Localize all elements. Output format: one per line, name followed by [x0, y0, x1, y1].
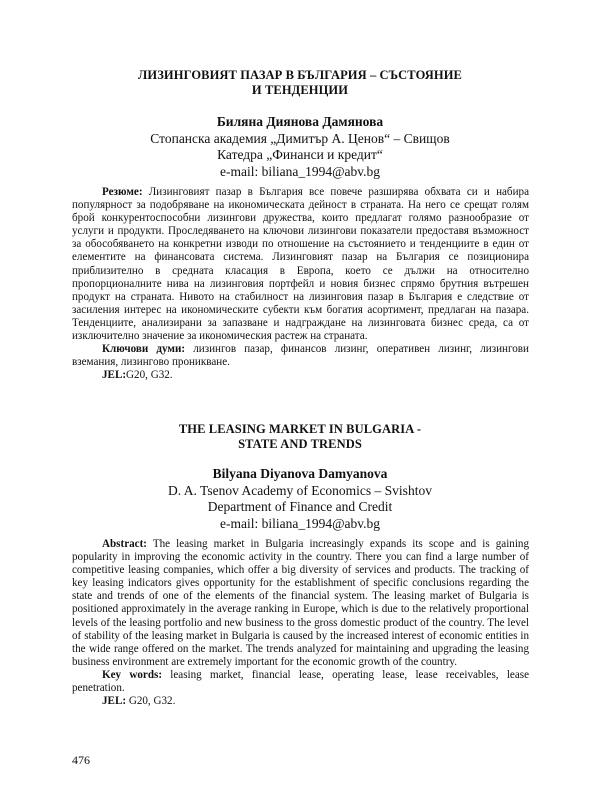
en-keywords: [72, 669, 529, 695]
bg-title: [60, 68, 540, 98]
en-author-name: Bilyana Diyanova Damyanova: [212, 466, 388, 481]
bg-jel: [72, 369, 529, 382]
bg-keywords-label: Ключови думи:: [102, 343, 186, 356]
bg-affiliation: Стопанска академия „Димитър А. Ценов“ – Свищов: [150, 130, 450, 146]
bg-jel-label: JEL:: [102, 369, 127, 382]
en-jel: [72, 695, 529, 708]
en-jel-label: JEL:: [102, 695, 127, 708]
page-number: 476: [72, 753, 90, 767]
bg-title-line-1: ЛИЗИНГОВИЯТ ПАЗАР В БЪЛГАРИЯ – СЪСТОЯНИЕ: [138, 68, 462, 82]
bg-title-line-2: И ТЕНДЕНЦИИ: [251, 83, 349, 97]
bg-email: e-mail: biliana_1994@abv.bg: [219, 163, 381, 179]
en-jel-text: G20, G32.: [128, 695, 176, 708]
en-title-line-1: THE LEASING MARKET IN BULGARIA -: [178, 422, 422, 436]
bg-author-name: Биляна Диянова Дамянова: [216, 114, 384, 129]
en-keywords-text: leasing market, financial lease, operating lease, lease receivables, lease penetration.: [72, 668, 529, 695]
en-author-block: [60, 466, 540, 532]
en-department: Department of Finance and Credit: [207, 499, 393, 514]
en-abstract-text: The leasing market in Bulgaria increasingly expands its scope and is gaining popularity in improving the economic activity in the country. There you can find a large number of competitive leasing companies, which offer a big diversity of services and products. The tracking of key leasing indicators gives opportunity for the establishment of specific conclusions regarding the state and trends of one of the elements of the financial system. The leasing market of Bulgaria is positioned approximately in the average ranking in Europe, which is due to the relatively proportional levels of the leasing portfolio and new business to the gross domestic product of the country. The level of stability of the leasing market in Bulgaria is caused by the increased interest of economic entities in the wide range offered on the market. The trends analyzed for maintaining and upgrading the leasing business environment are extremely important for the economic growth of the country.: [72, 538, 529, 668]
bg-abstract: [72, 186, 529, 343]
bg-abstract-label: Резюме:: [102, 186, 143, 198]
en-abstract-label: Abstract:: [102, 538, 147, 550]
en-abstract: [72, 538, 529, 669]
bg-jel-text: G20, G32.: [126, 369, 173, 382]
bg-keywords-text: лизингов пазар, финансов лизинг, оперативен лизинг, лизингови вземания, лизингово проникване.: [72, 343, 529, 369]
en-keywords-label: Key words:: [102, 668, 163, 681]
bg-abstract-block: [72, 186, 529, 382]
en-title: [60, 422, 540, 452]
bg-department: Катедра „Финанси и кредит“: [217, 147, 383, 162]
en-title-line-2: STATE AND TRENDS: [238, 437, 362, 451]
bg-abstract-text: Лизинговият пазар в България все повече разширява обхвата си и набира популярност за подобряване на икономическата дейност в страната. На него се срещат голям брой конкурентоспособни лизингови дружества, които предлагат голямо разнообразие от услуги и продукти. Проследяването на ключови лизингови показатели предоставя възможност за обособяването на конкретни изводи по отношение на състоянието и тенденциите в един от елементите на финансовата система. Лизинговият пазар на България се позиционира приблизително в средната класация в Европа, което се дължи на относително пропорционалните нива на лизинговия портфейл и новия бизнес спрямо брутния вътрешен продукт на страната. Нивото на стабилност на лизинговия пазар в България е следствие от засиления интерес на икономическите субекти към богатия асортимент, предлаган на пазара. Тенденциите, анализирани за запазване и надграждане на лизинговата бизнес среда, са от изключително значение за икономическия растеж на страната.: [72, 186, 529, 343]
bg-keywords: [72, 343, 529, 369]
en-email: e-mail: biliana_1994@abv.bg: [219, 515, 381, 531]
bg-author-block: [60, 114, 540, 180]
en-abstract-block: [72, 538, 529, 708]
en-affiliation: D. A. Tsenov Academy of Economics – Svishtov: [168, 482, 432, 498]
